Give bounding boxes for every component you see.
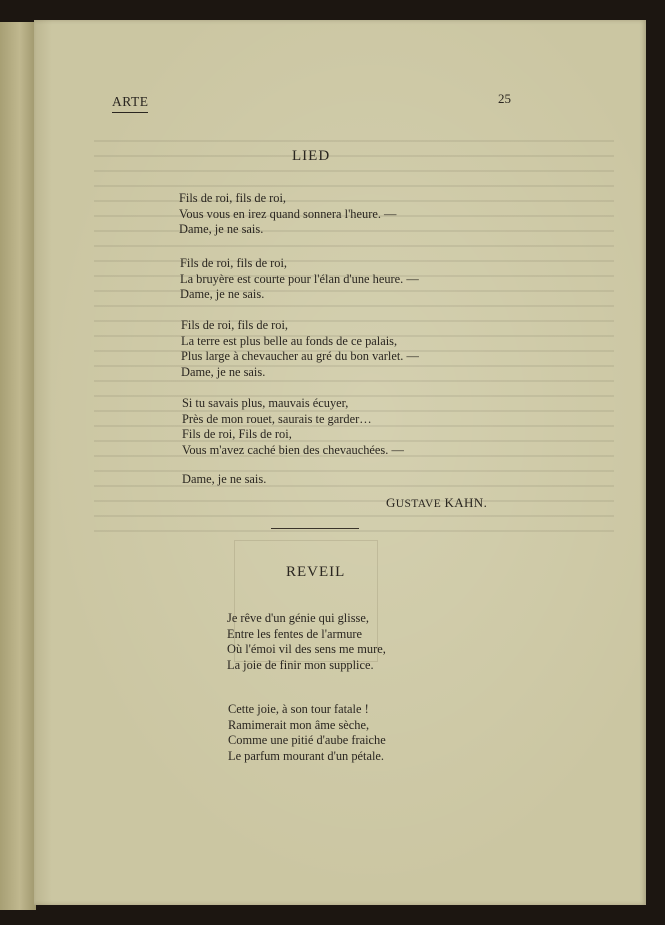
lied-stanza-4 — [182, 396, 404, 458]
verse-line: Près de mon rouet, saurais te garder… — [182, 411, 372, 426]
verse-line: Plus large à chevaucher au gré du bon varlet. — — [181, 349, 419, 363]
reveil-stanza-1 — [227, 611, 386, 673]
verse-line: Dame, je ne sais. — [181, 364, 266, 379]
author-signature — [386, 495, 487, 511]
verse-line: La terre est plus belle au fonds de ce palais, — [181, 333, 398, 348]
verse-line: Le parfum mourant d'un pétale. — [228, 748, 385, 763]
lied-title: LIED — [292, 148, 331, 164]
lied-stanza-5 — [182, 472, 266, 488]
verse-line: Dame, je ne sais. — [180, 287, 265, 301]
verse-line: Je rêve d'un génie qui glisse, — [227, 611, 369, 625]
running-head: ARTE — [112, 94, 148, 113]
author-surname: KAHN. — [444, 495, 488, 510]
verse-line: Vous m'avez caché bien des chevauchées. — — [182, 442, 404, 457]
verse-line: Si tu savais plus, mauvais écuyer, — [182, 396, 349, 410]
lied-stanza-1 — [179, 191, 396, 238]
lied-stanza-2 — [180, 256, 419, 303]
verse-line: La bruyère est courte pour l'élan d'une heure. — — [180, 271, 419, 286]
verse-line: Dame, je ne sais. — [179, 222, 264, 236]
verse-line: Entre les fentes de l'armure — [227, 626, 363, 641]
verse-line: Comme une pitié d'aube fraiche — [228, 733, 386, 747]
verse-line: Fils de roi, Fils de roi, — [182, 427, 292, 441]
verse-line: Cette joie, à son tour fatale ! — [228, 702, 369, 716]
facing-page-edge — [0, 22, 36, 910]
verse-line: Fils de roi, fils de roi, — [179, 191, 287, 205]
verse-line: Où l'émoi vil des sens me mure, — [227, 642, 386, 656]
verse-line: La joie de finir mon supplice. — [227, 657, 374, 672]
page-number: 25 — [498, 91, 511, 106]
verse-line: Dame, je ne sais. — [182, 472, 267, 486]
author-name-rest: USTAVE — [395, 498, 442, 510]
lied-stanza-3 — [181, 318, 419, 380]
book-page — [34, 20, 646, 905]
verse-line: Vous vous en irez quand sonnera l'heure. — — [179, 206, 397, 221]
verse-line: Fils de roi, fils de roi, — [180, 256, 288, 270]
verse-line: Ramimerait mon âme sèche, — [228, 717, 370, 732]
reveil-stanza-2 — [228, 702, 386, 764]
author-initial: G — [386, 495, 396, 510]
section-divider — [271, 528, 359, 529]
verse-line: Fils de roi, fils de roi, — [181, 318, 289, 332]
reveil-title: REVEIL — [286, 564, 346, 580]
